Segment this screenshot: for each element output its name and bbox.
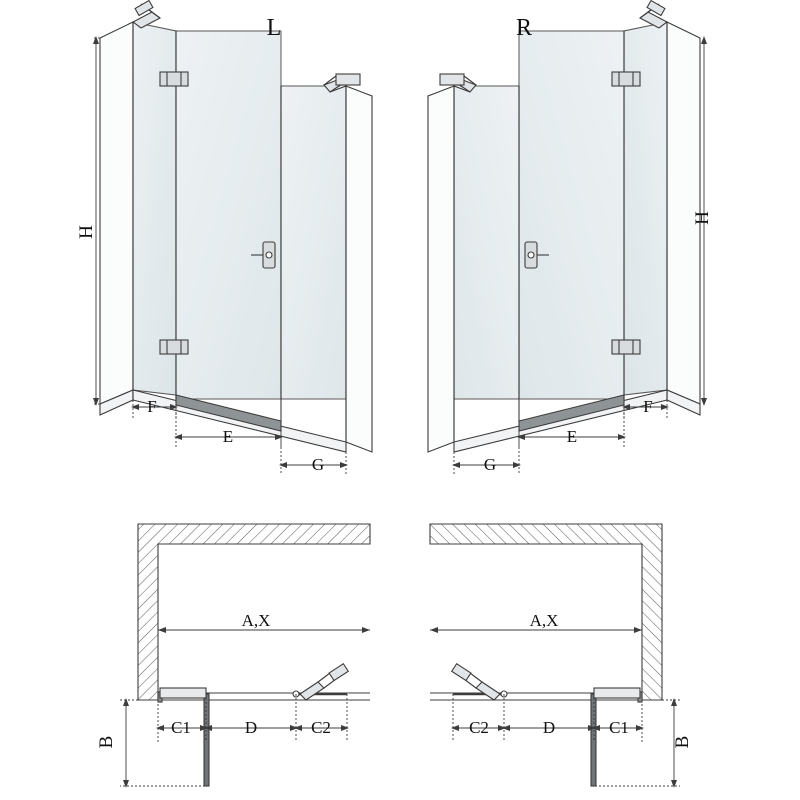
label-right-E: E [566, 427, 578, 446]
label-right-B: B [672, 735, 693, 749]
title-right: R [515, 15, 533, 41]
label-right-H: H [692, 211, 713, 225]
left-plan-hinge [160, 688, 206, 698]
right-elevation-group [428, 1, 707, 474]
right-far-wall [428, 86, 454, 452]
left-stabiliser-bar-a [133, 1, 160, 28]
right-plan-hinge [594, 688, 640, 698]
label-left-B: B [96, 735, 117, 749]
label-left-C2: C2 [311, 718, 331, 737]
left-side-wall [100, 22, 133, 404]
left-plan-door-leaf [204, 694, 209, 786]
left-right-wall [346, 86, 372, 452]
right-plan-group [430, 524, 680, 788]
label-left-D: D [244, 718, 258, 737]
left-dimension-B [120, 698, 209, 788]
right-plan-door-leaf [591, 694, 596, 786]
label-left-C1: C1 [171, 718, 191, 737]
right-panel-G [454, 86, 519, 399]
left-hinge-upper [160, 72, 188, 86]
right-dimension-B [591, 698, 680, 788]
right-stabiliser-bar-a [640, 1, 667, 28]
label-left-F: F [147, 397, 157, 416]
left-elevation-group [92, 1, 372, 474]
title-left: L [266, 15, 282, 41]
label-right-D: D [542, 718, 556, 737]
left-plan-group [120, 524, 370, 788]
label-right-G: G [483, 455, 497, 474]
label-right-C1: C1 [609, 718, 629, 737]
label-right-F: F [643, 397, 653, 416]
right-hinge-lower [612, 340, 640, 354]
label-right-AX: A,X [529, 611, 559, 630]
left-panel-G [281, 86, 346, 399]
label-left-H: H [76, 225, 97, 239]
label-right-C2: C2 [469, 718, 489, 737]
left-door-E [176, 31, 281, 399]
label-left-G: G [311, 455, 325, 474]
right-hinge-upper [612, 72, 640, 86]
left-hinge-lower [160, 340, 188, 354]
label-left-AX: A,X [241, 611, 271, 630]
right-door-E [519, 31, 624, 399]
label-left-E: E [222, 427, 234, 446]
left-dimension-H [92, 36, 100, 406]
